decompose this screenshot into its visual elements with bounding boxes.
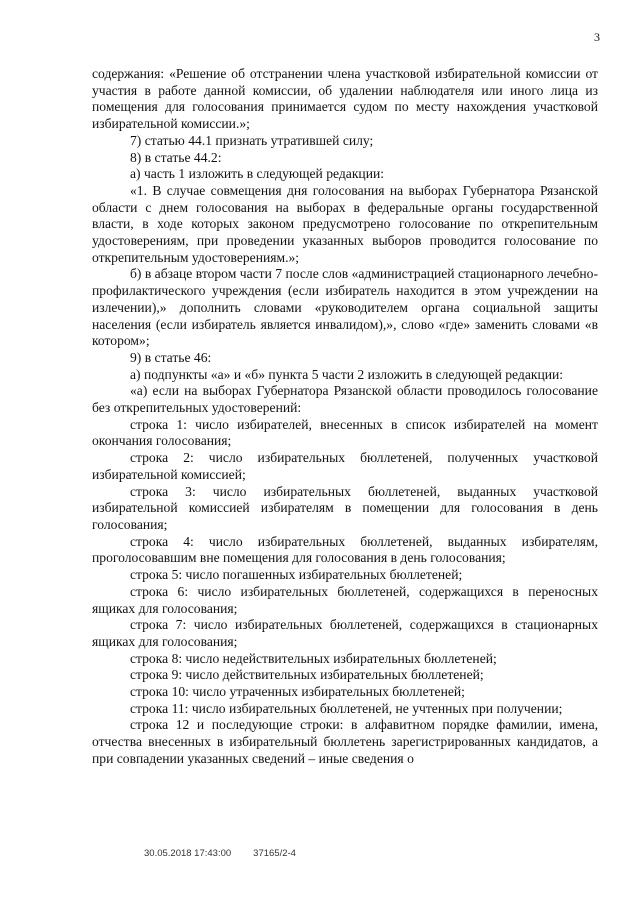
footer-datetime: 30.05.2018 17:43:00 [144, 848, 232, 859]
paragraph: строка 12 и последующие строки: в алфавитном порядке фамилии, имена, отчества внесенных в избирательный бюллетень зарегистрированных кандидатов, а при совпадении указанных сведений – иные сведения о [92, 717, 598, 766]
paragraph: строка 1: число избирателей, внесенных в список избирателей на момент окончания голосования; [92, 416, 598, 449]
paragraph: строка 7: число избирательных бюллетеней, содержащихся в стационарных ящиках для голосования; [92, 617, 598, 649]
document-body [92, 66, 598, 768]
footer-document-id: 37165/2-4 [253, 848, 296, 859]
paragraph: «1. В случае совмещения дня голосования на выборах Губернатора Рязанской области с днем голосования на выборах в федеральные органы государственной власти, в ходе которых законом предусмотрено голосование по открепительным удостоверениям, при проведении указанных выборов проводится голосование по открепительным удостоверениям.»; [92, 182, 598, 265]
paragraph: строка 4: число избирательных бюллетеней, выданных избирателям, проголосовавшим вне помещения для голосования в день голосования; [92, 533, 598, 566]
paragraph: «а) если на выборах Губернатора Рязанской области проводилось голосование без открепительных удостоверений: [92, 383, 598, 416]
paragraph: строка 8: число недействительных избирательных бюллетеней; [130, 650, 497, 666]
paragraph: строка 11: число избирательных бюллетеней, не учтенных при получении; [130, 700, 563, 716]
paragraph: строка 9: число действительных избирательных бюллетеней; [130, 667, 484, 683]
paragraph: 8) в статье 44.2: [130, 149, 222, 165]
paragraph: 9) в статье 46: [130, 349, 212, 365]
paragraph: строка 5: число погашенных избирательных бюллетеней; [130, 567, 463, 583]
paragraph: б) в абзаце втором части 7 после слов «администрацией стационарного лечебно-профилактического учреждения (если избиратель находится в этом учреждении на излечении),» дополнить словами «руководителем органа социальной защиты населения (если избиратель является инвалидом),», слово «где» заменить словами «в котором»; [92, 266, 598, 349]
paragraph: а) подпункты «а» и «б» пункта 5 части 2 изложить в следующей редакции: [130, 366, 564, 382]
paragraph: содержания: «Решение об отстранении члена участковой избирательной комиссии от участия в работе данной комиссии, об удалении наблюдателя или иного лица из помещения для голосования принимается судом по месту нахождения участковой избирательной комиссии.»; [92, 66, 598, 132]
page-number: 3 [594, 30, 600, 44]
paragraph: строка 10: число утраченных избирательных бюллетеней; [130, 684, 465, 700]
paragraph: а) часть 1 изложить в следующей редакции: [130, 166, 385, 182]
paragraph: 7) статью 44.1 признать утратившей силу; [130, 132, 374, 148]
paragraph: строка 2: число избирательных бюллетеней, полученных участковой избирательной комиссией; [92, 450, 598, 482]
paragraph: строка 6: число избирательных бюллетеней, содержащихся в переносных ящиках для голосования; [92, 583, 598, 616]
document-footer [144, 848, 296, 859]
paragraph: строка 3: число избирательных бюллетеней, выданных участковой избирательной комиссией избирателям в помещении для голосования в день голосования; [92, 483, 598, 532]
